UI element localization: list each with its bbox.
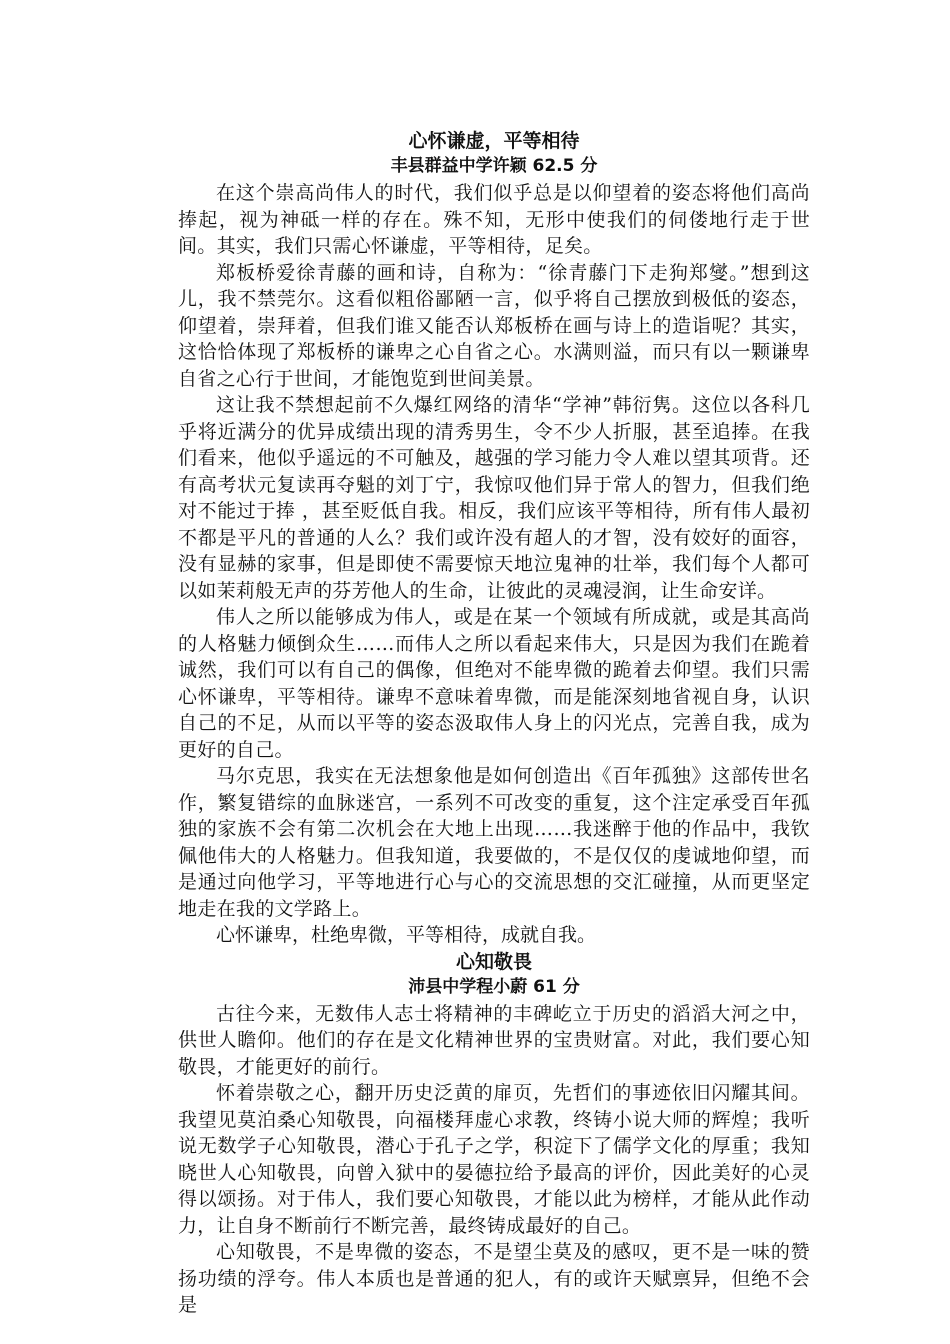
document-page bbox=[178, 128, 810, 1319]
essay-1-byline: 丰县群益中学许颖 62.5 分 bbox=[390, 156, 598, 176]
essay-2-paragraph: 心知敬畏，不是卑微的姿态，不是望尘莫及的感叹，更不是一味的赞扬功绩的浮夸。伟人本质也是普通的犯人，有的或许天赋禀异，但绝不会是 bbox=[178, 1241, 810, 1316]
essay-1-paragraph: 伟人之所以能够成为伟人，或是在某一个领域有所成就，或是其高尚的人格魅力倾倒众生……而伟人之所以看起来伟大，只是因为我们在跪着诚然，我们可以有自己的偶像，但绝对不能卑微的跪着去仰望。我们只需心怀谦卑，平等相待。谦卑不意味着卑微，而是能深刻地省视自身，认识自己的不足，从而以平等的姿态汲取伟人身上的闪光点，完善自我，成为更好的自己。 bbox=[178, 606, 810, 761]
essay-1-paragraph: 这让我不禁想起前不久爆红网络的清华“学神”韩衍隽。这位以各科几乎将近满分的优异成绩出现的清秀男生，令不少人折服，甚至追捧。在我们看来，他似乎遥远的不可触及，越强的学习能力令人难以望其项背。还有高考状元复读再夺魁的刘丁宁，我惊叹他们异于常人的智力，但我们绝对不能过于捧 ，甚至贬低自我。相反，我们应该平等相待，所有伟人最初不都是平凡的普通的人么？我们或许没有超人的才智，没有姣好的面容，没有显赫的家事，但是即使不需要惊天地泣鬼神的壮举，我们每个人都可以如茉莉般无声的芬芳他人的生命，让彼此的灵魂浸润，让生命安详。 bbox=[178, 394, 810, 602]
essay-1 bbox=[178, 128, 810, 949]
essay-1-title: 心怀谦虚，平等相待 bbox=[408, 130, 580, 152]
essay-1-paragraph: 在这个崇高尚伟人的时代，我们似乎总是以仰望着的姿态将他们高尚捧起，视为神砥一样的存在。殊不知，无形中使我们的伺偻地行走于世间。其实，我们只需心怀谦虚，平等相待，足矣。 bbox=[178, 182, 810, 257]
essay-1-paragraph: 郑板桥爱徐青藤的画和诗，自称为：“徐青藤门下走狗郑燮。”想到这儿，我不禁莞尔。这看似粗俗鄙陋一言，似乎将自己摆放到极低的姿态，仰望着，崇拜着，但我们谁又能否认郑板桥在画与诗上的造诣呢？其实，这恰恰体现了郑板桥的谦卑之心自省之心。水满则溢，而只有以一颗谦卑自省之心行于世间，才能饱览到世间美景。 bbox=[178, 261, 810, 390]
essay-1-closing: 心怀谦卑，杜绝卑微，平等相待，成就自我。 bbox=[216, 924, 597, 946]
essay-1-paragraph: 马尔克思，我实在无法想象他是如何创造出《百年孤独》这部传世名作，繁复错综的血脉迷宫，一系列不可改变的重复，这个注定承受百年孤独的家族不会有第二次机会在大地上出现……我迷醉于他的作品中，我钦佩他伟大的人格魅力。但我知道，我要做的，不是仅仅的虔诚地仰望，而是通过向他学习，平等地进行心与心的交流思想的交汇碰撞，从而更坚定地走在我的文学路上。 bbox=[178, 765, 810, 920]
essay-2-paragraph: 怀着崇敬之心，翻开历史泛黄的扉页，先哲们的事迹依旧闪耀其间。我望见莫泊桑心知敬畏，向福楼拜虚心求教，终铸小说大师的辉煌；我听说无数学子心知敬畏，潜心于孔子之学，积淀下了儒学文化的厚重；我知晓世人心知敬畏，向曾入狱中的晏德拉给予最高的评价，因此美好的心灵得以颂扬。对于伟人，我们要心知敬畏，才能以此为榜样，才能从此作动力，让自身不断前行不断完善，最终铸成最好的自己。 bbox=[178, 1082, 810, 1237]
essay-2-paragraph: 古往今来，无数伟人志士将精神的丰碑屹立于历史的滔滔大河之中，供世人瞻仰。他们的存在是文化精神世界的宝贵财富。对此，我们要心知敬畏，才能更好的前行。 bbox=[178, 1002, 810, 1078]
essay-2-title: 心知敬畏 bbox=[455, 950, 532, 973]
essay-2-byline: 沛县中学程小蔚 61 分 bbox=[408, 976, 580, 997]
essay-2 bbox=[178, 949, 810, 1319]
